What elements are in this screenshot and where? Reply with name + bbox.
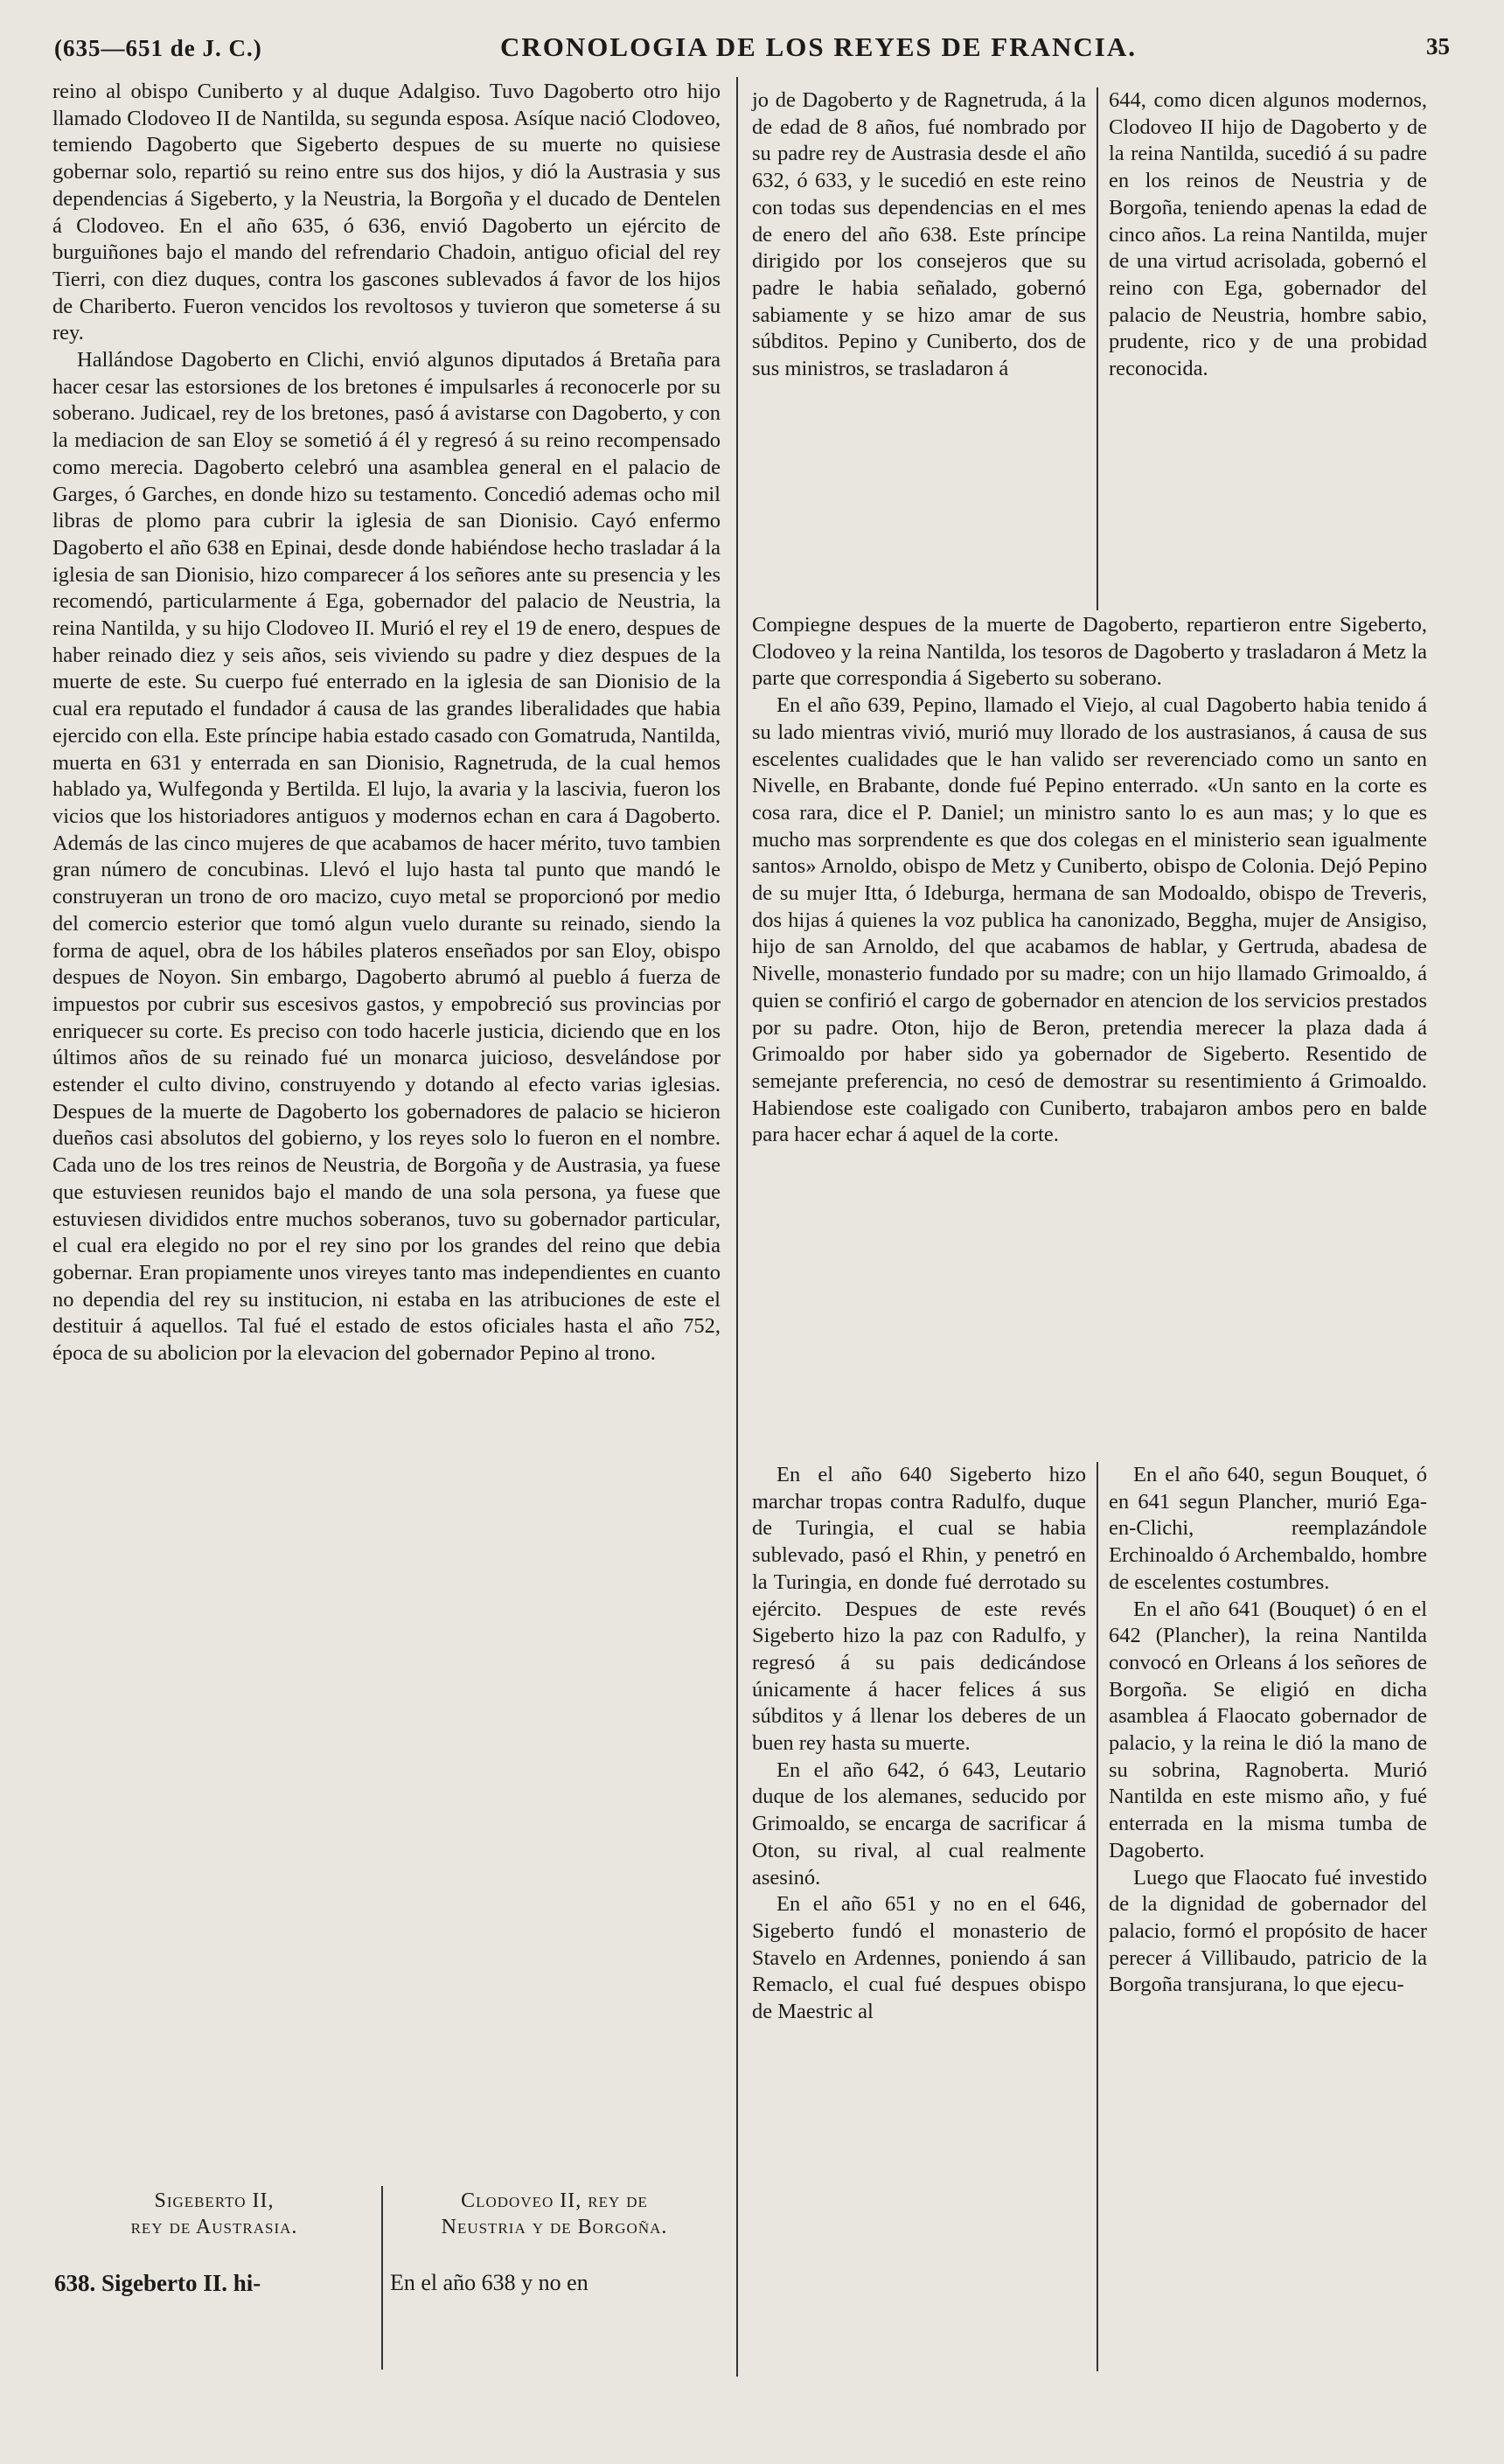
paragraph: reino al obispo Cuniberto y al duque Adalgiso. Tuvo Dagoberto otro hijo llamado Clodoveo II de Nantilda, su segunda esposa. Asíque nació Clodoveo, temiendo Dagoberto que Sigeberto despues de su muerte no quisiese gobernar solo, repartió su reino entre sus dos hijos, y dió la Austrasia y sus dependencias á Sigeberto, y la Neustria, la Borgoña y el ducado de Dentelen á Clodoveo. En el año 635, ó 636, envió Dagoberto un ejército de burguiñones bajo el mando del refrendario Chadoin, antiguo oficial del rey Tierri, con diez duques, contra los gascones sublevados á favor de los hijos de Chariberto. Fueron vencidos los revoltosos y tuvieron que someterse á su rey. xyxy=(52,80,721,345)
column-left xyxy=(52,79,721,1368)
column-divider xyxy=(381,2186,383,2370)
subheading-line: Neustria y de Borgoña. xyxy=(441,2216,668,2238)
paragraph: 644, como dicen algunos modernos, Clodoveo II hijo de Dagoberto y de la reina Nantilda, sucedió á su padre en los reinos de Neustria y de Borgoña, teniendo apenas la edad de cinco años. La reina Nantilda, mujer de una virtud acrisolada, gobernó el reino con Ega, gobernador del palacio de Neustria, hombre sabio, prudente, rico y de una probidad reconocida. xyxy=(1109,88,1427,381)
column-shared xyxy=(752,612,1427,1149)
header-date-range: (635—651 de J. C.) xyxy=(54,35,262,61)
paragraph: En el año 642, ó 643, Leutario duque de los alemanes, seducido por Grimoaldo, se encarga de sacrificar á Oton, su rival, al cual realmente asesinó. xyxy=(752,1758,1086,1890)
header-title: CRONOLOGIA DE LOS REYES DE FRANCIA. xyxy=(500,31,1137,62)
column-divider xyxy=(1097,1462,1098,2371)
paragraph: En el año 641 (Bouquet) ó en el 642 (Plancher), la reina Nantilda convocó en Orleans á los señores de Borgoña. Se eligió en dicha asamblea á Flaocato gobernador de palacio, y la reina le dió la mano de su sobrina, Ragnoberta. Murió Nantilda en este mismo año, y fué enterrada en la misma tumba de Dagoberto. xyxy=(1109,1597,1427,1862)
clodoveo-entry-start: En el año 638 y no en xyxy=(390,2270,588,2295)
paragraph: En el año 640 Sigeberto hizo marchar tropas contra Radulfo, duque de Turingia, el cual se habia sublevado, pasó el Rhin, y penetró en la Turingia, en donde fué derrotado su ejército. Despues de este revés Sigeberto hizo la paz con Radulfo, y regresó á su pais dedicándose únicamente á hacer felices á sus súbditos y á llenar los deberes de un buen rey hasta su muerte. xyxy=(752,1463,1086,1756)
column-sigeberto-top xyxy=(752,87,1086,383)
subheading-line: Clodoveo II, rey de xyxy=(461,2189,648,2212)
column-sigeberto-bottom xyxy=(752,1462,1086,2026)
paragraph: En el año 640, segun Bouquet, ó en 641 segun Plancher, murió Ega-en-Clichi, reemplazándole Erchinoaldo ó Archembaldo, hombre de escelentes costumbres. xyxy=(1109,1463,1427,1594)
paragraph: En el año 651 y no en el 646, Sigeberto fundó el monasterio de Stavelo en Ardennes, poniendo á san Remaclo, el cual fué despues obispo de Maestric al xyxy=(752,1892,1086,2024)
page-number: 35 xyxy=(1426,33,1450,59)
paragraph: En el año 639, Pepino, llamado el Viejo, al cual Dagoberto habia tenido á su lado mientras vivió, murió muy llorado de los austrasianos, á causa de sus escelentes cualidades que le han valido ser reverenciado como un santo en Nivelle, en Brabante, donde fué Pepino enterrado. «Un santo en la corte es cosa rara, dice el P. Daniel; un ministro santo lo es aun mas; y lo que es mucho mas sorprendente es que dos colegas en el ministerio sean igualmente santos» Arnoldo, obispo de Metz y Cuniberto, obispo de Colonia. Dejó Pepino de su mujer Itta, ó Ideburga, hermana de san Modoaldo, obispo de Treveris, dos hijas á quienes la voz publica ha canonizado, Beggha, mujer de Ansigiso, hijo de san Arnoldo, del que acabamos de hablar, y Gertruda, abadesa de Nivelle, monasterio fundado por su madre; con un hijo llamado Grimoaldo, á quien se confirió el cargo de gobernador en atencion de los servicios prestados por su padre. Oton, hijo de Beron, pretendia merecer la plaza dada á Grimoaldo por haber sido ya gobernador de Sigeberto. Resentido de semejante preferencia, no cesó de demostrar su resentimiento á Grimoaldo. Habiendose este coaligado con Cuniberto, trabajaron ambos pero en balde para hacer echar á aquel de la corte. xyxy=(752,693,1427,1147)
subheading-clodoveo xyxy=(388,2188,721,2240)
subheading-line: Sigeberto II, xyxy=(154,2189,275,2212)
running-header xyxy=(0,30,1504,70)
sigeberto-entry-start: 638. Sigeberto II. hi- xyxy=(54,2270,261,2296)
paragraph: Hallándose Dagoberto en Clichi, envió algunos diputados á Bretaña para hacer cesar las estorsiones de los bretones é impulsarles á reconocerle por su soberano. Judicael, rey de los bretones, pasó á avistarse con Dagoberto, y con la mediacion de san Eloy se sometió á él y regresó á su reino recompensado como merecia. Dagoberto celebró una asamblea general en el palacio de Garges, ó Garches, en donde hizo su testamento. Concedió ademas ocho mil libras de plomo para cubrir la iglesia de san Dionisio. Cayó enfermo Dagoberto el año 638 en Epinai, desde donde habiéndose hecho trasladar á la iglesia de san Dionisio, hizo comparecer á los señores ante su presencia y les recomendó, particularmente á Ega, gobernador del palacio de Neustria, la reina Nantilda, y su hijo Clodoveo II. Murió el rey el 19 de enero, despues de haber reinado diez y seis años, seis viviendo su padre y diez despues de la muerte de este. Su cuerpo fué enterrado en la iglesia de san Dionisio de la cual era reputado el fundador á causa de las grandes liberalidades que habia ejercido con ella. Este príncipe habia estado casado con Gomatruda, Nantilda, muerta en 631 y enterrada en san Dionisio, Ragnetruda, de la cual hemos hablado ya, Wulfegonda y Bertilda. El lujo, la avaria y la lascivia, fueron los vicios que los historiadores antiguos y modernos echan en cara á Dagoberto. Además de las cinco mujeres de que acabamos de hacer mérito, tuvo tambien gran número de concubinas. Llevó el lujo hasta tal punto que mandó le construyeran un trono de oro macizo, cuyo metal se proporcionó por medio del comercio esterior que tomó algun vuelo durante su reinado, siendo la forma de aquel, obra de los hábiles plateros enseñados por san Eloy, obispo despues de Noyon. Sin embargo, Dagoberto abrumó al pueblo á fuerza de impuestos por cubrir sus escesivos gastos, y empobreció sus provincias por enriquecer su corte. Es preciso con todo hacerle justicia, diciendo que en los últimos años de su reinado fué un monarca juicioso, desvelándose por estender el culto divino, construyendo y dotando al efecto varias iglesias. Despues de la muerte de Dagoberto los gobernadores de palacio se hicieron dueños casi absolutos del gobierno, y los reyes solo lo fueron en el nombre. Cada uno de los tres reinos de Neustria, de Borgoña y de Austrasia, ya fuese que estuviesen reunidos bajo el mando de una sola persona, ya fuese que estuviesen divididos entre muchos soberanos, tuvo su gobernador particular, el cual era elegido no por el rey sino por los grandes del reino que debia gobernar. Eran propiamente unos vireyes tanto mas independientes en cuanto no dependia del rey su institucion, ni estaba en las atribuciones de este el destituir á aquellos. Tal fué el estado de estos oficiales hasta el año 752, época de su abolicion por la elevacion del gobernador Pepino al trono. xyxy=(52,348,721,1366)
paragraph: jo de Dagoberto y de Ragnetruda, á la de edad de 8 años, fué nombrado por su padre rey de Austrasia desde el año 632, ó 633, y le sucedió en este reino con todas sus dependencias en el mes de enero del año 638. Este príncipe dirigido por los consejeros que su padre le habia señalado, gobernó sabiamente y se hizo amar de sus súbditos. Pepino y Cuniberto, dos de sus ministros, se trasladaron á xyxy=(752,88,1086,381)
paragraph: Compiegne despues de la muerte de Dagoberto, repartieron entre Sigeberto, Clodoveo y la reina Nantilda, los tesoros de Dagoberto y trasladaron á Metz la parte que correspondia á Sigeberto su soberano. xyxy=(752,613,1427,691)
subheading-line: rey de Austrasia. xyxy=(130,2216,298,2238)
subheading-sigeberto xyxy=(52,2188,376,2240)
column-divider xyxy=(1097,87,1098,610)
column-divider xyxy=(736,77,738,2377)
column-clodoveo-bottom xyxy=(1109,1462,1427,1999)
paragraph: Luego que Flaocato fué investido de la dignidad de gobernador del palacio, formó el propósito de hacer perecer á Villibaudo, patricio de la Borgoña transjurana, lo que ejecu- xyxy=(1109,1865,1427,1997)
column-clodoveo-top xyxy=(1109,87,1427,383)
